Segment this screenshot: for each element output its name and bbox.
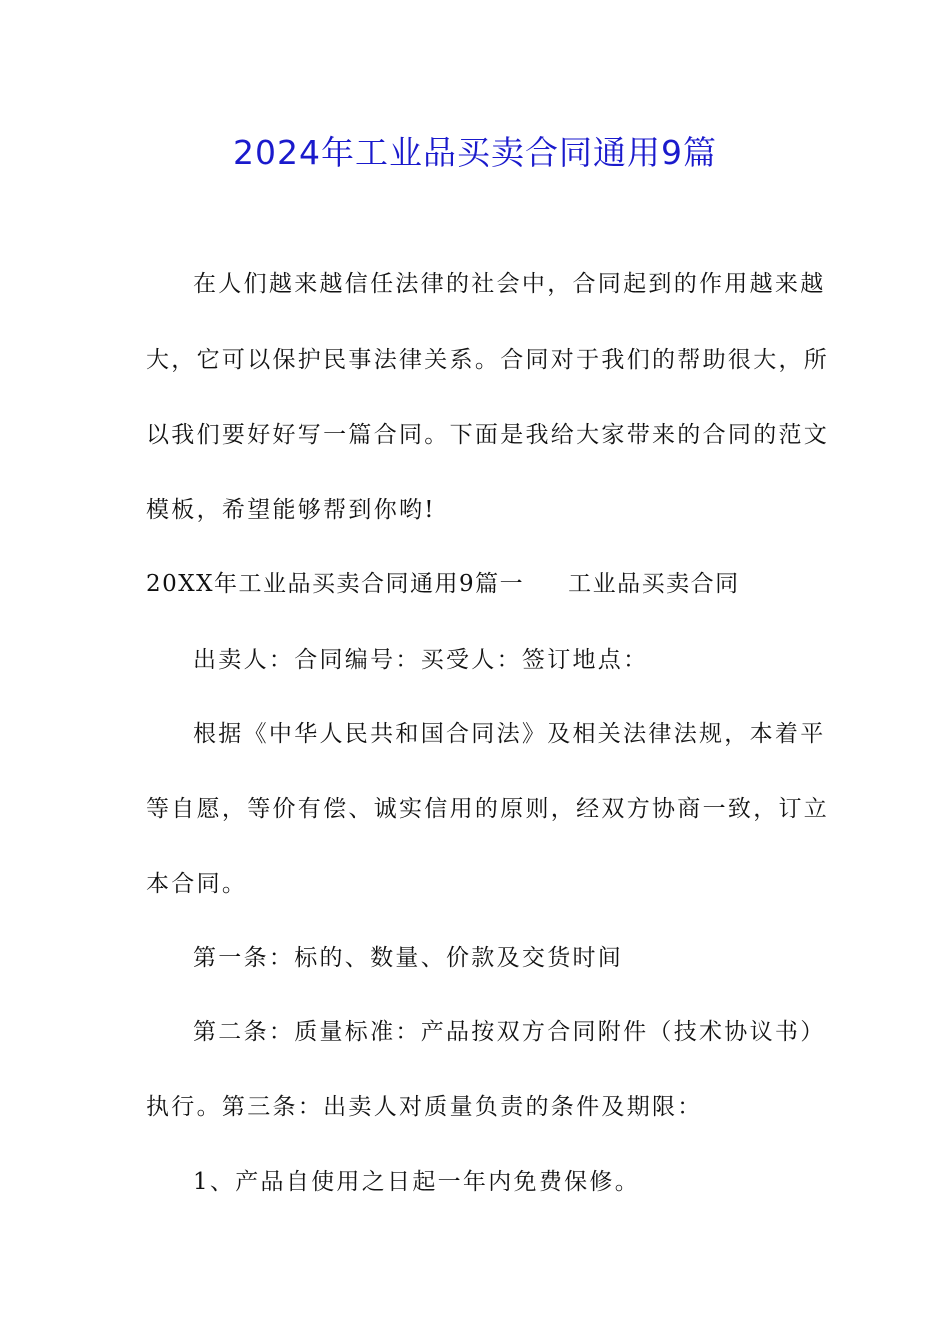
article-1: 第一条：标的、数量、价款及交货时间 (193, 945, 624, 971)
intro-line-3: 以我们要好好写一篇合同。下面是我给大家带来的合同的范文 (146, 422, 830, 448)
intro-line-4: 模板，希望能够帮到你哟! (146, 497, 436, 523)
contract-name: 工业品买卖合同 (568, 571, 740, 597)
document-title: 2024年工业品买卖合同通用9篇 (233, 133, 717, 172)
section-heading: 20XX年工业品买卖合同通用9篇一 (146, 571, 525, 597)
parties-line: 出卖人：合同编号：买受人：签订地点： (193, 647, 649, 673)
article-2-line-1: 第二条：质量标准：产品按双方合同附件（技术协议书） (193, 1019, 826, 1045)
intro-line-2: 大，它可以保护民事法律关系。合同对于我们的帮助很大，所 (146, 347, 830, 373)
section-heading-line (146, 564, 740, 604)
article-2-line-2: 执行。第三条：出卖人对质量负责的条件及期限： (146, 1094, 703, 1120)
clause-1: 1、产品自使用之日起一年内免费保修。 (193, 1169, 641, 1195)
intro-line-1: 在人们越来越信任法律的社会中，合同起到的作用越来越 (193, 271, 826, 297)
basis-line-2: 等自愿，等价有偿、诚实信用的原则，经双方协商一致，订立 (146, 796, 830, 822)
basis-line-3: 本合同。 (146, 871, 248, 897)
basis-line-1: 根据《中华人民共和国合同法》及相关法律法规，本着平 (193, 721, 826, 747)
